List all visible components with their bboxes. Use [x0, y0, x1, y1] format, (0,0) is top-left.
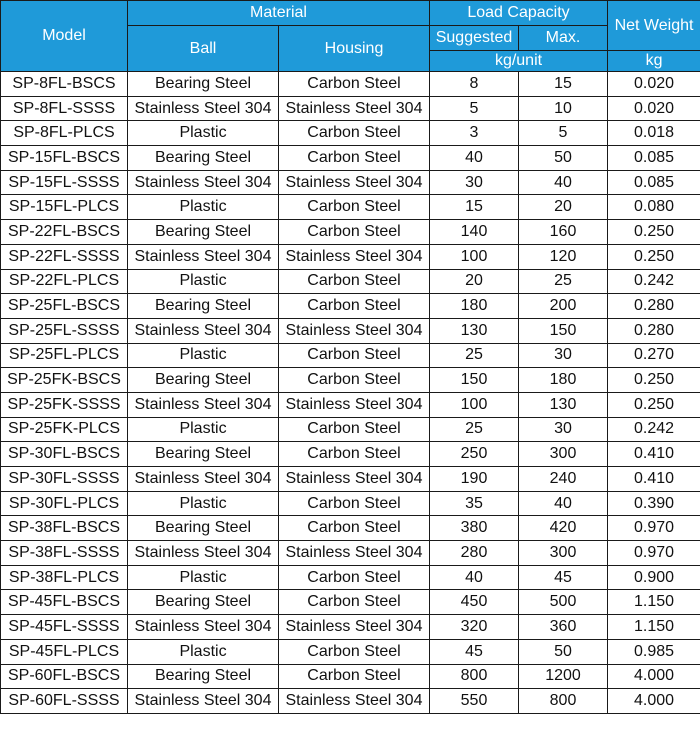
cell-net-weight: 0.085 — [608, 146, 700, 171]
cell-max-load: 45 — [519, 565, 608, 590]
cell-suggested-load: 450 — [430, 590, 519, 615]
cell-housing-material: Carbon Steel — [279, 121, 430, 146]
cell-ball-material: Stainless Steel 304 — [128, 96, 279, 121]
cell-housing-material: Stainless Steel 304 — [279, 318, 430, 343]
cell-model: SP-60FL-SSSS — [1, 689, 128, 714]
cell-suggested-load: 40 — [430, 565, 519, 590]
table-row — [1, 615, 700, 640]
cell-ball-material: Plastic — [128, 491, 279, 516]
cell-ball-material: Plastic — [128, 417, 279, 442]
cell-suggested-load: 3 — [430, 121, 519, 146]
table-row — [1, 516, 700, 541]
cell-model: SP-25FK-PLCS — [1, 417, 128, 442]
cell-ball-material: Bearing Steel — [128, 294, 279, 319]
cell-max-load: 30 — [519, 417, 608, 442]
cell-housing-material: Carbon Steel — [279, 343, 430, 368]
cell-max-load: 420 — [519, 516, 608, 541]
cell-housing-material: Stainless Steel 304 — [279, 244, 430, 269]
cell-housing-material: Carbon Steel — [279, 220, 430, 245]
header-net-weight: Net Weight — [608, 1, 700, 51]
table-row — [1, 146, 700, 171]
cell-ball-material: Bearing Steel — [128, 72, 279, 97]
cell-housing-material: Carbon Steel — [279, 442, 430, 467]
cell-ball-material: Bearing Steel — [128, 664, 279, 689]
cell-net-weight: 0.250 — [608, 368, 700, 393]
cell-housing-material: Carbon Steel — [279, 195, 430, 220]
cell-ball-material: Stainless Steel 304 — [128, 541, 279, 566]
cell-model: SP-30FL-PLCS — [1, 491, 128, 516]
table-row — [1, 417, 700, 442]
header-housing: Housing — [279, 26, 430, 72]
header-load-capacity: Load Capacity — [430, 1, 608, 26]
table-row — [1, 343, 700, 368]
cell-model: SP-45FL-BSCS — [1, 590, 128, 615]
cell-net-weight: 0.020 — [608, 96, 700, 121]
cell-net-weight: 0.985 — [608, 639, 700, 664]
cell-max-load: 15 — [519, 72, 608, 97]
header-max: Max. — [519, 26, 608, 51]
cell-model: SP-22FL-SSSS — [1, 244, 128, 269]
cell-model: SP-25FL-PLCS — [1, 343, 128, 368]
cell-model: SP-38FL-SSSS — [1, 541, 128, 566]
cell-suggested-load: 25 — [430, 417, 519, 442]
cell-ball-material: Bearing Steel — [128, 590, 279, 615]
cell-model: SP-45FL-PLCS — [1, 639, 128, 664]
cell-model: SP-25FK-SSSS — [1, 392, 128, 417]
cell-net-weight: 0.242 — [608, 269, 700, 294]
cell-max-load: 150 — [519, 318, 608, 343]
cell-housing-material: Carbon Steel — [279, 294, 430, 319]
cell-max-load: 300 — [519, 541, 608, 566]
cell-net-weight: 0.020 — [608, 72, 700, 97]
cell-net-weight: 0.970 — [608, 516, 700, 541]
cell-net-weight: 0.280 — [608, 318, 700, 343]
cell-net-weight: 0.250 — [608, 220, 700, 245]
table-row — [1, 294, 700, 319]
table-row — [1, 491, 700, 516]
cell-ball-material: Plastic — [128, 121, 279, 146]
cell-max-load: 30 — [519, 343, 608, 368]
cell-housing-material: Carbon Steel — [279, 417, 430, 442]
cell-max-load: 25 — [519, 269, 608, 294]
cell-ball-material: Stainless Steel 304 — [128, 170, 279, 195]
cell-max-load: 10 — [519, 96, 608, 121]
table-row — [1, 220, 700, 245]
cell-suggested-load: 550 — [430, 689, 519, 714]
cell-max-load: 120 — [519, 244, 608, 269]
cell-suggested-load: 45 — [430, 639, 519, 664]
cell-housing-material: Stainless Steel 304 — [279, 467, 430, 492]
cell-suggested-load: 180 — [430, 294, 519, 319]
header-material: Material — [128, 1, 430, 26]
cell-max-load: 800 — [519, 689, 608, 714]
table-row — [1, 392, 700, 417]
cell-suggested-load: 380 — [430, 516, 519, 541]
table-row — [1, 72, 700, 97]
cell-ball-material: Stainless Steel 304 — [128, 467, 279, 492]
cell-suggested-load: 30 — [430, 170, 519, 195]
cell-suggested-load: 150 — [430, 368, 519, 393]
cell-model: SP-8FL-BSCS — [1, 72, 128, 97]
table-row — [1, 590, 700, 615]
cell-model: SP-15FL-PLCS — [1, 195, 128, 220]
table-row — [1, 368, 700, 393]
cell-housing-material: Carbon Steel — [279, 516, 430, 541]
cell-net-weight: 0.280 — [608, 294, 700, 319]
table-row — [1, 269, 700, 294]
cell-net-weight: 0.970 — [608, 541, 700, 566]
cell-suggested-load: 15 — [430, 195, 519, 220]
cell-max-load: 40 — [519, 491, 608, 516]
table-row — [1, 541, 700, 566]
cell-max-load: 300 — [519, 442, 608, 467]
cell-ball-material: Plastic — [128, 269, 279, 294]
cell-net-weight: 0.250 — [608, 392, 700, 417]
header-weight-unit: kg — [608, 51, 700, 72]
cell-suggested-load: 100 — [430, 392, 519, 417]
cell-housing-material: Stainless Steel 304 — [279, 689, 430, 714]
cell-suggested-load: 800 — [430, 664, 519, 689]
table-body — [1, 72, 700, 714]
cell-model: SP-22FL-PLCS — [1, 269, 128, 294]
cell-max-load: 360 — [519, 615, 608, 640]
cell-max-load: 130 — [519, 392, 608, 417]
cell-housing-material: Carbon Steel — [279, 639, 430, 664]
cell-ball-material: Bearing Steel — [128, 220, 279, 245]
table-header — [1, 1, 700, 72]
cell-suggested-load: 8 — [430, 72, 519, 97]
cell-net-weight: 4.000 — [608, 664, 700, 689]
cell-net-weight: 0.018 — [608, 121, 700, 146]
cell-housing-material: Carbon Steel — [279, 146, 430, 171]
cell-net-weight: 1.150 — [608, 615, 700, 640]
cell-model: SP-25FL-SSSS — [1, 318, 128, 343]
cell-housing-material: Stainless Steel 304 — [279, 96, 430, 121]
cell-housing-material: Carbon Steel — [279, 565, 430, 590]
cell-max-load: 500 — [519, 590, 608, 615]
cell-max-load: 160 — [519, 220, 608, 245]
cell-max-load: 240 — [519, 467, 608, 492]
table-row — [1, 442, 700, 467]
cell-suggested-load: 130 — [430, 318, 519, 343]
table-row — [1, 195, 700, 220]
table-row — [1, 664, 700, 689]
cell-housing-material: Carbon Steel — [279, 72, 430, 97]
cell-suggested-load: 40 — [430, 146, 519, 171]
cell-net-weight: 0.250 — [608, 244, 700, 269]
cell-model: SP-38FL-PLCS — [1, 565, 128, 590]
table-row — [1, 565, 700, 590]
cell-max-load: 40 — [519, 170, 608, 195]
cell-model: SP-45FL-SSSS — [1, 615, 128, 640]
table-row — [1, 96, 700, 121]
cell-suggested-load: 5 — [430, 96, 519, 121]
cell-model: SP-25FK-BSCS — [1, 368, 128, 393]
table-row — [1, 467, 700, 492]
cell-ball-material: Plastic — [128, 343, 279, 368]
cell-model: SP-15FL-SSSS — [1, 170, 128, 195]
cell-max-load: 200 — [519, 294, 608, 319]
cell-housing-material: Carbon Steel — [279, 590, 430, 615]
cell-model: SP-25FL-BSCS — [1, 294, 128, 319]
cell-ball-material: Bearing Steel — [128, 368, 279, 393]
table-row — [1, 170, 700, 195]
table-row — [1, 689, 700, 714]
cell-ball-material: Plastic — [128, 195, 279, 220]
cell-housing-material: Carbon Steel — [279, 664, 430, 689]
cell-suggested-load: 20 — [430, 269, 519, 294]
cell-net-weight: 4.000 — [608, 689, 700, 714]
cell-net-weight: 0.085 — [608, 170, 700, 195]
cell-ball-material: Plastic — [128, 639, 279, 664]
cell-max-load: 180 — [519, 368, 608, 393]
cell-net-weight: 0.270 — [608, 343, 700, 368]
cell-ball-material: Stainless Steel 304 — [128, 318, 279, 343]
table-row — [1, 121, 700, 146]
cell-housing-material: Carbon Steel — [279, 368, 430, 393]
header-suggested: Suggested — [430, 26, 519, 51]
cell-ball-material: Bearing Steel — [128, 516, 279, 541]
header-model: Model — [1, 1, 128, 72]
cell-suggested-load: 25 — [430, 343, 519, 368]
cell-suggested-load: 320 — [430, 615, 519, 640]
cell-net-weight: 0.390 — [608, 491, 700, 516]
cell-model: SP-8FL-PLCS — [1, 121, 128, 146]
cell-ball-material: Bearing Steel — [128, 442, 279, 467]
cell-housing-material: Carbon Steel — [279, 269, 430, 294]
cell-max-load: 50 — [519, 639, 608, 664]
cell-net-weight: 0.242 — [608, 417, 700, 442]
cell-model: SP-15FL-BSCS — [1, 146, 128, 171]
cell-max-load: 50 — [519, 146, 608, 171]
cell-net-weight: 1.150 — [608, 590, 700, 615]
cell-suggested-load: 190 — [430, 467, 519, 492]
cell-net-weight: 0.410 — [608, 442, 700, 467]
cell-ball-material: Stainless Steel 304 — [128, 615, 279, 640]
cell-ball-material: Stainless Steel 304 — [128, 689, 279, 714]
cell-max-load: 5 — [519, 121, 608, 146]
cell-model: SP-30FL-SSSS — [1, 467, 128, 492]
cell-model: SP-8FL-SSSS — [1, 96, 128, 121]
cell-housing-material: Stainless Steel 304 — [279, 615, 430, 640]
table-row — [1, 244, 700, 269]
cell-housing-material: Stainless Steel 304 — [279, 392, 430, 417]
cell-model: SP-22FL-BSCS — [1, 220, 128, 245]
cell-suggested-load: 280 — [430, 541, 519, 566]
table-row — [1, 639, 700, 664]
cell-net-weight: 0.410 — [608, 467, 700, 492]
cell-housing-material: Stainless Steel 304 — [279, 170, 430, 195]
table-row — [1, 318, 700, 343]
cell-housing-material: Stainless Steel 304 — [279, 541, 430, 566]
cell-net-weight: 0.900 — [608, 565, 700, 590]
cell-max-load: 20 — [519, 195, 608, 220]
cell-suggested-load: 35 — [430, 491, 519, 516]
cell-suggested-load: 100 — [430, 244, 519, 269]
cell-model: SP-30FL-BSCS — [1, 442, 128, 467]
cell-suggested-load: 250 — [430, 442, 519, 467]
cell-model: SP-60FL-BSCS — [1, 664, 128, 689]
cell-ball-material: Stainless Steel 304 — [128, 392, 279, 417]
cell-net-weight: 0.080 — [608, 195, 700, 220]
cell-ball-material: Bearing Steel — [128, 146, 279, 171]
cell-suggested-load: 140 — [430, 220, 519, 245]
header-load-unit: kg/unit — [430, 51, 608, 72]
cell-housing-material: Carbon Steel — [279, 491, 430, 516]
cell-max-load: 1200 — [519, 664, 608, 689]
cell-ball-material: Plastic — [128, 565, 279, 590]
cell-ball-material: Stainless Steel 304 — [128, 244, 279, 269]
cell-model: SP-38FL-BSCS — [1, 516, 128, 541]
header-ball: Ball — [128, 26, 279, 72]
